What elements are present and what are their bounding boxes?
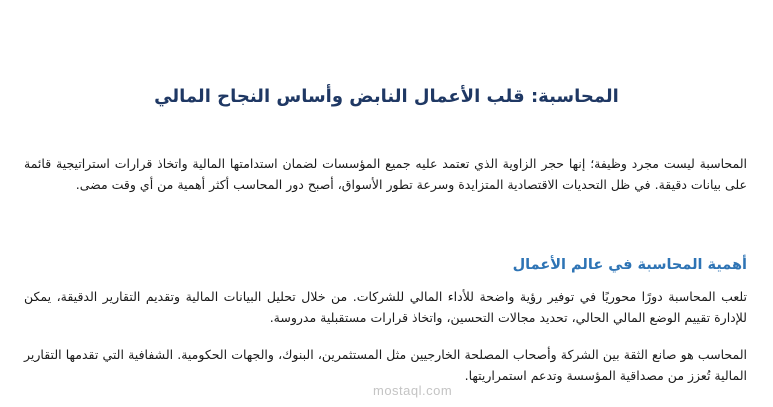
section-paragraph-2: المحاسب هو صانع الثقة بين الشركة وأصحاب المصلحة الخارجيين مثل المستثمرين، البنوك، والجهات الحكومية. الشفافية التي تقدمها التقارير المالية تُعزز من مصداقية المؤسسة وتدعم استمراريتها. — [24, 347, 747, 383]
section-heading: أهمية المحاسبة في عالم الأعمال — [512, 257, 747, 273]
intro-paragraph: المحاسبة ليست مجرد وظيفة؛ إنها حجر الزاوية الذي تعتمد عليه جميع المؤسسات لضمان استدامتها المالية واتخاذ قرارات استراتيجية قائمة على بيانات دقيقة. في ظل التحديات الاقتصادية المتزايدة وسرعة تطور الأسواق، أصبح دور المحاسب أكثر أهمية من أي وقت مضى. — [24, 156, 747, 192]
watermark-text: mostaql.com — [373, 383, 453, 398]
section-paragraph-1: تلعب المحاسبة دورًا محوريًا في توفير رؤية واضحة للأداء المالي للشركات. من خلال تحليل البيانات المالية وتقديم التقارير الدقيقة، يمكن للإدارة تقييم الوضع المالي الحالي، تحديد مجالات التحسين، واتخاذ قرارات مستقبلية مدروسة. — [24, 289, 747, 325]
document-title: المحاسبة: قلب الأعمال النابض وأساس النجاح المالي — [154, 86, 619, 107]
